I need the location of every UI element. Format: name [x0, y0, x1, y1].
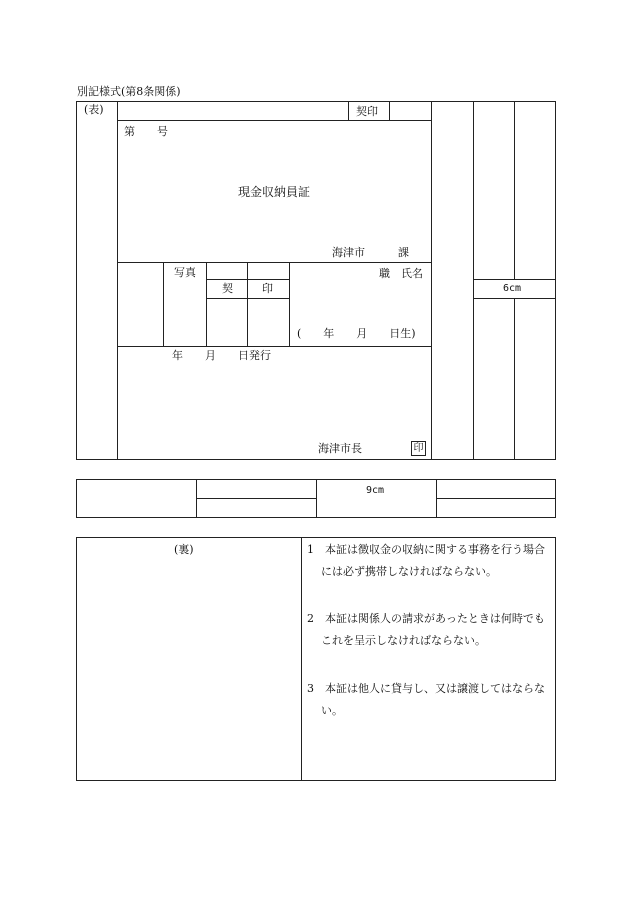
photo-left-line — [163, 262, 164, 346]
left-strip-line — [117, 101, 118, 460]
card-right-edge — [431, 101, 432, 460]
dim-col-line-3 — [514, 298, 515, 460]
photo-label: 写真 — [174, 266, 196, 279]
certificate-title: 現金収納員証 — [238, 185, 311, 199]
form-title: 別記様式(第8条関係) — [77, 85, 181, 98]
birth-date: ( 年 月 日生) — [297, 327, 416, 340]
seal-grid-line-3 — [289, 262, 290, 346]
number-label: 第 号 — [124, 125, 168, 138]
dim-col-line-2 — [514, 101, 515, 279]
issue-date: 年 月 日発行 — [172, 349, 271, 362]
width-bar-line-2 — [316, 479, 317, 518]
front-side-label: (表) — [84, 103, 104, 116]
mid-row-bottom — [117, 346, 431, 347]
seal-grid-line-2 — [247, 262, 248, 346]
contract-seal-label: 契印 — [356, 105, 378, 118]
height-dimension: 6cm — [503, 283, 522, 294]
note-text-2: 2 本証は関係人の請求があったときは何時でもこれを呈示しなければならない。 — [307, 612, 545, 647]
width-dimension: 9cm — [366, 485, 385, 496]
seal-grid-row-2 — [206, 298, 289, 299]
mayor-seal: 印 — [411, 441, 426, 456]
seal-cell-1: 契 — [222, 282, 233, 295]
back-side-label: (裏) — [174, 543, 194, 556]
note-item-2 — [307, 608, 555, 652]
note-text-3: 3 本証は他人に貸与し、又は譲渡してはならない。 — [307, 682, 545, 717]
seal-grid-row-1 — [206, 279, 289, 280]
dim-row-bottom — [473, 298, 556, 299]
dim-row-top — [473, 279, 556, 280]
width-bar-mid-right — [436, 498, 556, 499]
mid-row-top — [117, 262, 431, 263]
dim-col-line-1 — [473, 101, 474, 460]
contract-seal-left — [348, 101, 349, 120]
back-divider — [301, 537, 302, 781]
city-division: 海津市 課 — [332, 246, 409, 259]
note-item-3 — [307, 678, 555, 722]
contract-seal-mid — [389, 101, 390, 120]
mayor-label: 海津市長 — [318, 442, 362, 455]
width-bar-mid-left — [196, 498, 316, 499]
seal-grid-line-1 — [206, 262, 207, 346]
top-row-line — [117, 120, 431, 121]
note-item-1 — [307, 539, 555, 583]
note-text-1: 1 本証は徴収金の収納に関する事務を行う場合には必ず携帯しなければならない。 — [307, 543, 545, 578]
seal-cell-2: 印 — [262, 282, 273, 295]
front-outer-frame — [76, 101, 556, 460]
position-name: 職 氏名 — [379, 267, 423, 280]
